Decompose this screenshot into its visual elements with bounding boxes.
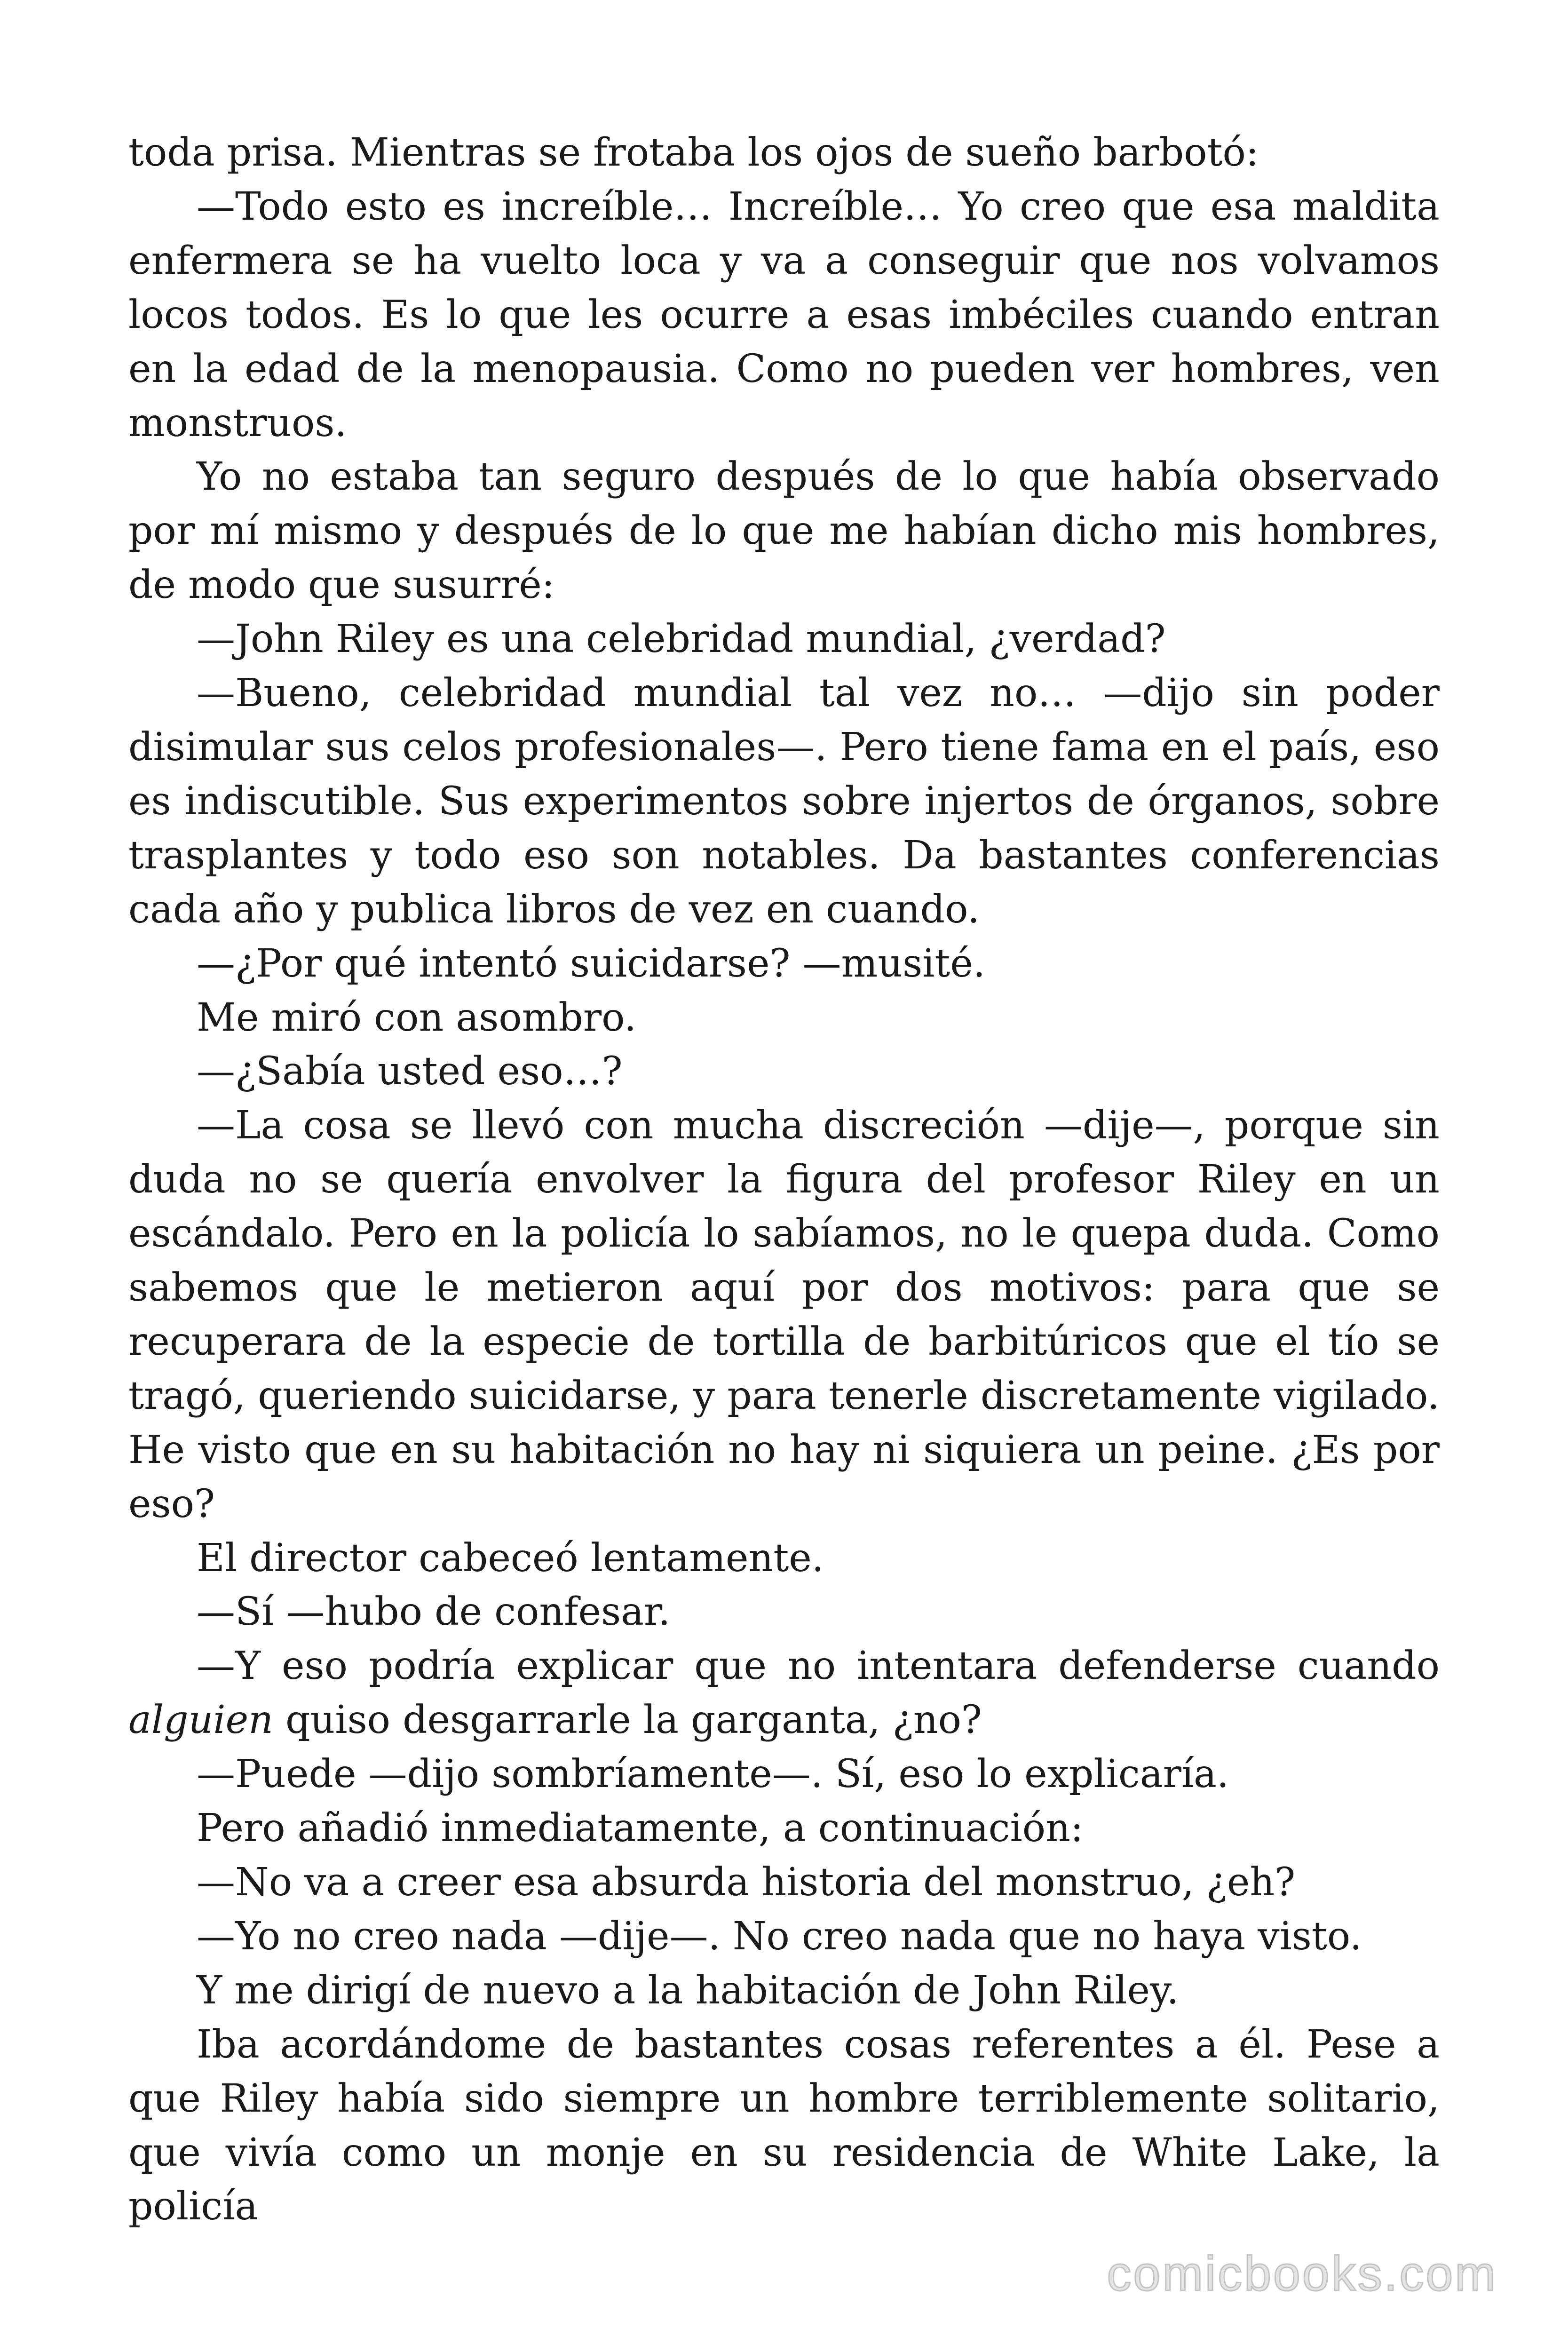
paragraph: —La cosa se llevó con mucha discreción —dije—, porque sin duda no se quería envolver la figura del profesor Riley en un escándalo. Pero en la policía lo sabíamos, no le quepa duda. Como sabemos que le metieron aquí por dos motivos: para que se recuperara de la especie de tortilla de barbitúricos que el tío se tragó, queriendo suicidarse, y para tenerle discretamente vigilado. He visto que en su habitación no hay ni siquiera un peine. ¿Es por eso? xyxy=(128,1103,1440,1526)
paragraph: —Todo esto es increíble… Increíble… Yo creo que esa maldita enfermera se ha vuelto loca y va a conseguir que nos volvamos locos todos. Es lo que les ocurre a esas imbéciles cuando entran en la edad de la menopausia. Como no pueden ver hombres, ven monstruos. xyxy=(128,184,1440,445)
paragraph-text: —Y eso podría explicar que no intentara defenderse cuando xyxy=(197,1644,1440,1689)
paragraph: —Yo no creo nada —dije—. No creo nada que no haya visto. xyxy=(197,1914,1362,1959)
paragraph: —¿Por qué intentó suicidarse? —musité. xyxy=(197,941,985,986)
paragraph: Iba acordándome de bastantes cosas referentes a él. Pese a que Riley había sido siempre un hombre terriblemente solitario, que vivía como un monje en su residencia de White Lake, la policía xyxy=(128,2022,1440,2229)
paragraph: Yo no estaba tan seguro después de lo que había observado por mí mismo y después de lo que me habían dicho mis hombres, de modo que susurré: xyxy=(128,454,1440,608)
watermark: comicbooks.com xyxy=(1107,2247,1497,2301)
page-body-text xyxy=(128,126,1440,2234)
paragraph: Y me dirigí de nuevo a la habitación de John Riley. xyxy=(197,1968,1179,2013)
paragraph: Me miró con asombro. xyxy=(197,995,637,1040)
paragraph-continuation: toda prisa. Mientras se frotaba los ojos de sueño barbotó: xyxy=(128,130,1259,175)
paragraph: Pero añadió inmediatamente, a continuación: xyxy=(197,1806,1084,1851)
paragraph: —Puede —dijo sombríamente—. Sí, eso lo explicaría. xyxy=(197,1752,1229,1797)
paragraph: —Bueno, celebridad mundial tal vez no… —dijo sin poder disimular sus celos profesionales—. Pero tiene fama en el país, eso es indiscutible. Sus experimentos sobre injertos de órganos, sobre trasplantes y todo eso son notables. Da bastantes conferencias cada año y publica libros de vez en cuando. xyxy=(128,671,1440,932)
paragraph: —Sí —hubo de confesar. xyxy=(197,1589,671,1635)
paragraph: —John Riley es una celebridad mundial, ¿verdad? xyxy=(197,617,1166,662)
paragraph: —¿Sabía usted eso…? xyxy=(197,1049,623,1094)
paragraph-text: quiso desgarrarle la garganta, ¿no? xyxy=(273,1698,982,1743)
paragraph: —No va a creer esa absurda historia del monstruo, ¿eh? xyxy=(197,1860,1296,1905)
italic-emphasis: alguien xyxy=(128,1698,273,1743)
paragraph: El director cabeceó lentamente. xyxy=(197,1535,824,1581)
paragraph-with-italic xyxy=(128,1639,1440,1748)
